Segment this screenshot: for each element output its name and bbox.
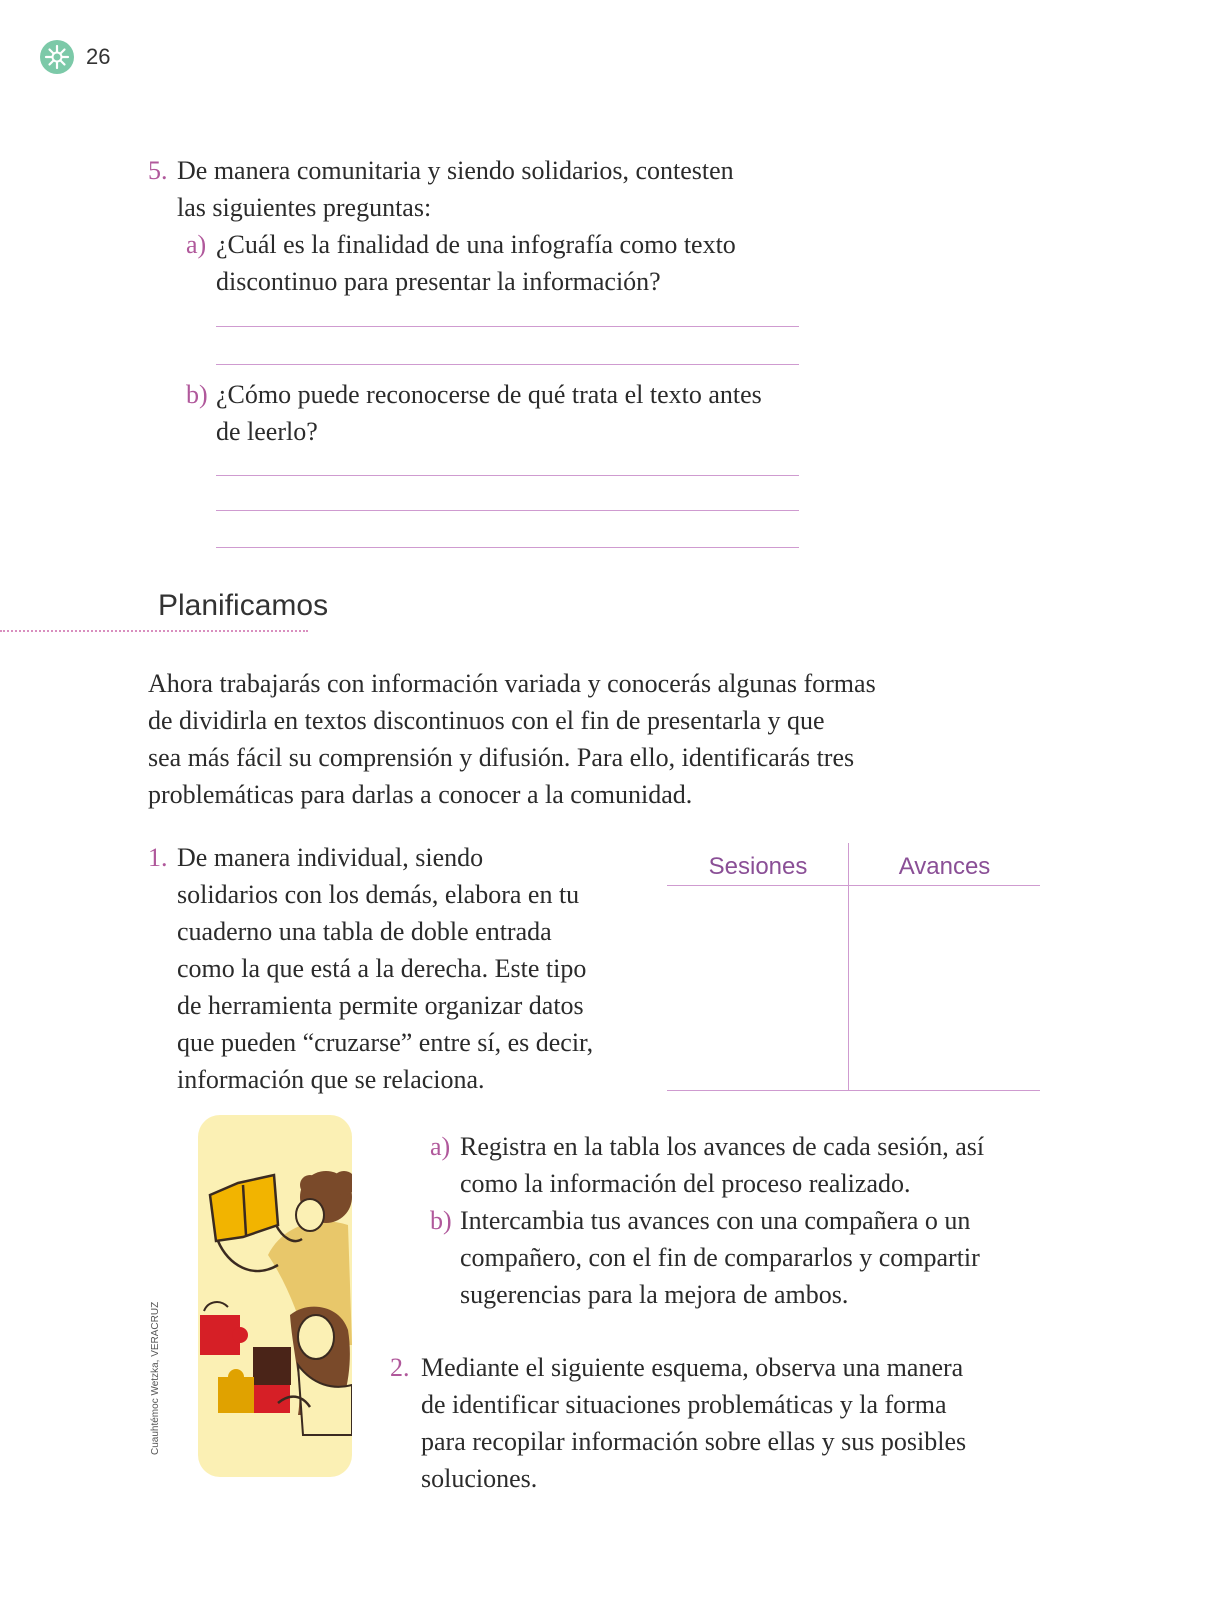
answer-line[interactable] [216, 475, 799, 476]
q1b-line: Intercambia tus avances con una compañera o un [460, 1206, 971, 1235]
q5a-line: discontinuo para presentar la información? [216, 267, 661, 296]
q1-line: que pueden “cruzarse” entre sí, es decir, [177, 1028, 594, 1057]
q1a-letter-label: a) [430, 1132, 451, 1161]
illustration-people-reading-puzzle [198, 1115, 352, 1477]
q1-line: cuaderno una tabla de doble entrada [177, 917, 552, 946]
q1-line: De manera individual, siendo [177, 843, 484, 872]
q5b-line: de leerlo? [216, 417, 318, 446]
intro-line: sea más fácil su comprensión y difusión. Para ello, identificarás tres [148, 743, 855, 772]
section-title: Planificamos [158, 589, 329, 622]
intro-paragraph [148, 665, 948, 813]
q5-number [148, 152, 178, 189]
page-badge-icon [40, 40, 74, 74]
table-header-sesiones: Sesiones [708, 853, 808, 880]
q2-number [390, 1349, 410, 1386]
q1a-line: Registra en la tabla los avances de cada sesión, así [460, 1132, 985, 1161]
q5a-line: ¿Cuál es la finalidad de una infografía como texto [216, 230, 736, 259]
q2-line: Mediante el siguiente esquema, observa una manera [421, 1353, 964, 1382]
q2-text [421, 1349, 1021, 1497]
page-number: 26 [86, 44, 111, 69]
q5-line: De manera comunitaria y siendo solidarios, contesten [177, 156, 734, 185]
q1b-letter-label: b) [430, 1206, 452, 1235]
q1a-text [460, 1128, 1020, 1202]
answer-line[interactable] [216, 510, 799, 511]
section-title-underline [0, 630, 308, 632]
q5a-letter-label: a) [186, 230, 207, 259]
q1-number-label: 1. [148, 843, 168, 872]
q5b-line: ¿Cómo puede reconocerse de qué trata el texto antes [216, 380, 762, 409]
q5b-letter [186, 376, 208, 413]
intro-line: Ahora trabajarás con información variada y conocerás algunas formas [148, 669, 876, 698]
q2-line: soluciones. [421, 1464, 538, 1493]
double-entry-table [667, 843, 1040, 1091]
q1a-line: como la información del proceso realizado. [460, 1169, 911, 1198]
q5-number-label: 5. [148, 156, 168, 185]
q1b-line: compañero, con el fin de compararlos y compartir [460, 1243, 980, 1272]
table-column-divider [848, 843, 849, 1091]
q1-number [148, 839, 168, 876]
q5-text [177, 152, 857, 226]
q5a-letter [186, 226, 206, 263]
q2-number-label: 2. [390, 1353, 410, 1382]
table-bottom-rule [667, 1090, 1040, 1091]
intro-line: de dividirla en textos discontinuos con el fin de presentarla y que [148, 706, 825, 735]
answer-line[interactable] [216, 364, 799, 365]
answer-line[interactable] [216, 547, 799, 548]
q5a-text [216, 226, 856, 300]
q1b-line: sugerencias para la mejora de ambos. [460, 1280, 849, 1309]
q5b-text [216, 376, 856, 450]
q1b-text [460, 1202, 1020, 1313]
q2-line: de identificar situaciones problemáticas y la forma [421, 1390, 947, 1419]
q5-line: las siguientes preguntas: [177, 193, 432, 222]
q1-line: solidarios con los demás, elabora en tu [177, 880, 580, 909]
q1a-letter [430, 1128, 450, 1165]
q1-line: como la que está a la derecha. Este tipo [177, 954, 587, 983]
q1-line: información que se relaciona. [177, 1065, 485, 1094]
table-header-avances: Avances [898, 853, 991, 880]
q2-line: para recopilar información sobre ellas y sus posibles [421, 1427, 967, 1456]
intro-line: problemáticas para darlas a conocer a la comunidad. [148, 780, 693, 809]
table-header-rule [667, 885, 1040, 886]
answer-line[interactable] [216, 326, 799, 327]
q1-line: de herramienta permite organizar datos [177, 991, 584, 1020]
illustration-credit: Cuauhtémoc Wetzka, VERACRUZ [150, 1301, 161, 1455]
q5b-letter-label: b) [186, 380, 208, 409]
q1-text [177, 839, 647, 1098]
q1b-letter [430, 1202, 452, 1239]
